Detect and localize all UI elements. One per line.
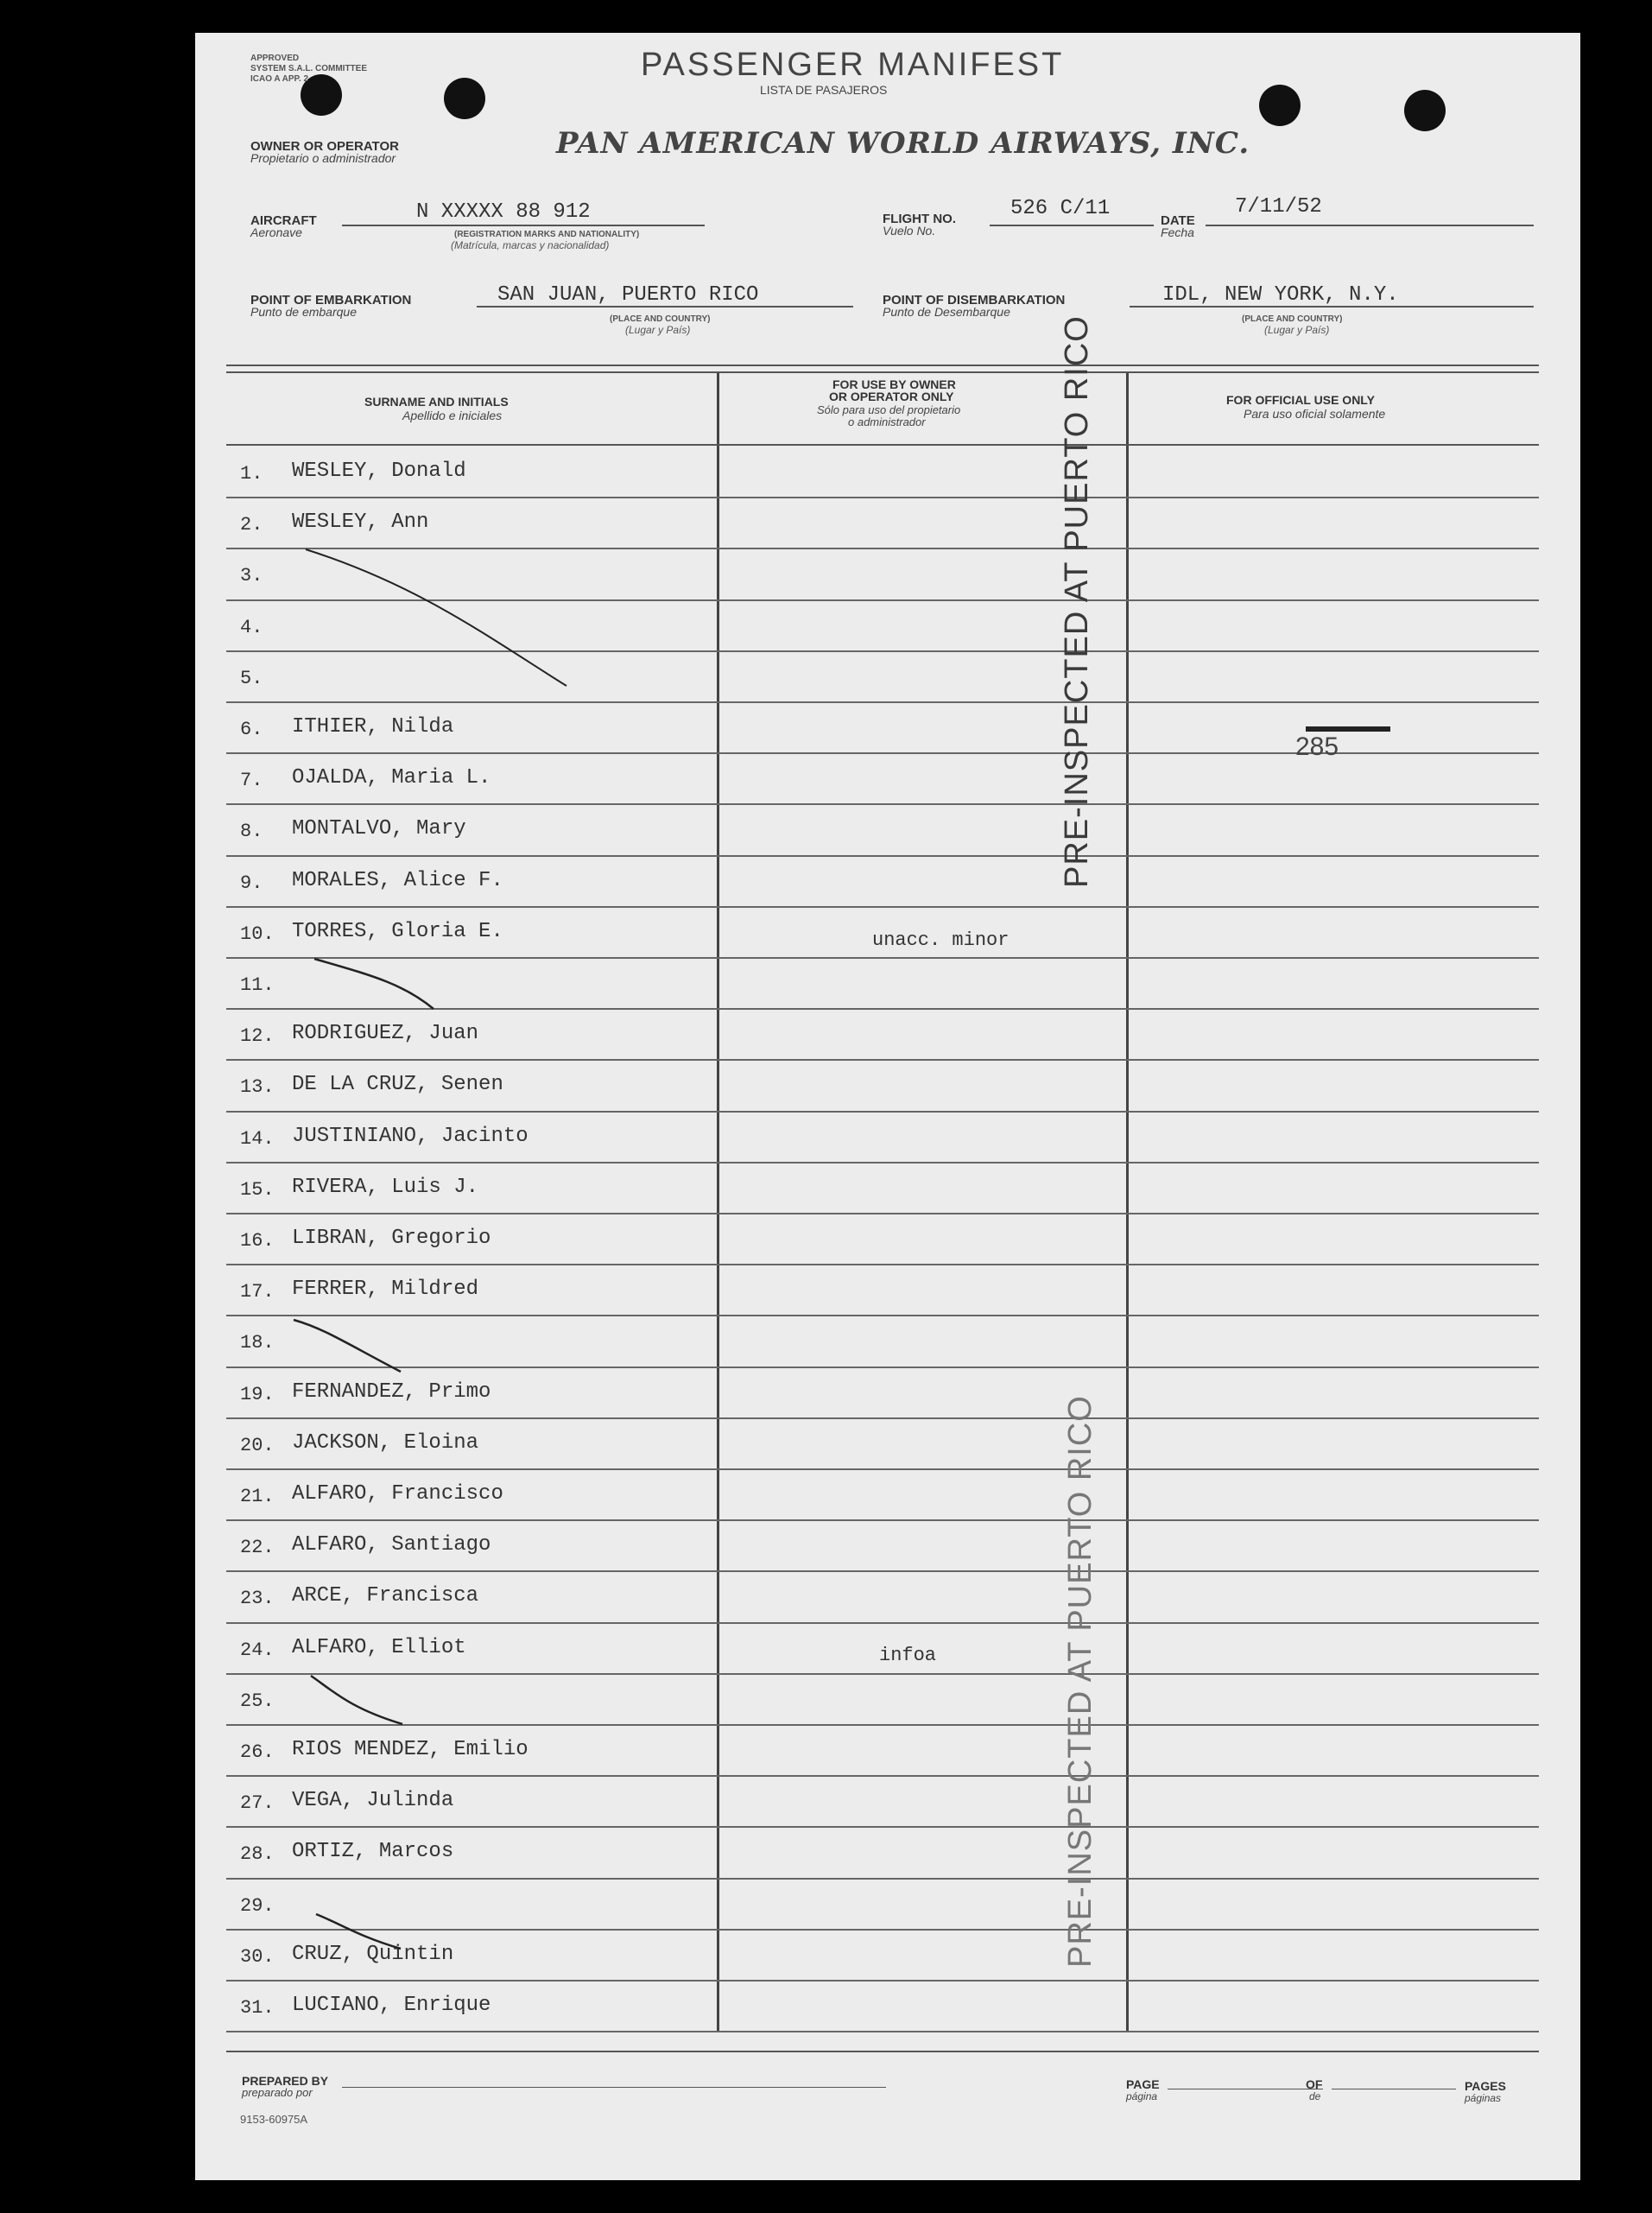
- row-number: 5.: [240, 667, 263, 689]
- manifest-page: [195, 33, 1580, 2180]
- date-value: 7/11/52: [1235, 195, 1322, 219]
- aircraft-value: N XXXXX 88 912: [416, 200, 591, 224]
- row-number: 12.: [240, 1025, 275, 1048]
- passenger-name: JACKSON, Eloina: [292, 1430, 479, 1455]
- row-number: 27.: [240, 1792, 275, 1815]
- disembarkation-label: POINT OF DISEMBARKATION: [883, 293, 1066, 308]
- preinspected-stamp: PRE-INSPECTED AT PUERTO RICO: [1059, 315, 1095, 888]
- note-infoa: infoa: [879, 1645, 937, 1666]
- row-number: 25.: [240, 1690, 275, 1712]
- passenger-name: ALFARO, Francisco: [292, 1482, 503, 1506]
- aircraft-label-es: Aeronave: [250, 225, 302, 239]
- page-label: PAGE: [1126, 2077, 1160, 2091]
- passenger-name: FERNANDEZ, Primo: [292, 1379, 491, 1404]
- column-header-owner-es-2: o administrador: [848, 415, 926, 428]
- preinspected-stamp: PRE-INSPECTED AT PUERTO RICO: [1062, 1395, 1098, 1968]
- aircraft-sublabel-es: (Matrícula, marcas y nacionalidad): [451, 239, 610, 251]
- row-number: 13.: [240, 1076, 275, 1099]
- column-header-owner-es-1: Sólo para uso del propietario: [817, 403, 961, 416]
- page-label-es: página: [1126, 2090, 1158, 2102]
- flight-label-es: Vuelo No.: [883, 224, 936, 238]
- row-number: 11.: [240, 974, 275, 996]
- owner-label: OWNER OR OPERATOR: [250, 139, 399, 154]
- column-header-surname: SURNAME AND INITIALS: [364, 395, 509, 409]
- approved-line-1: APPROVED: [250, 54, 300, 63]
- passenger-name: DE LA CRUZ, Senen: [292, 1073, 503, 1097]
- passenger-name: RODRIGUEZ, Juan: [292, 1022, 479, 1046]
- row-number: 3.: [240, 565, 263, 587]
- passenger-name: WESLEY, Donald: [292, 460, 466, 483]
- page-title: PASSENGER MANIFEST: [641, 47, 1065, 83]
- passenger-name: ALFARO, Santiago: [292, 1533, 491, 1557]
- airline-name: PAN AMERICAN WORLD AIRWAYS, INC.: [556, 126, 1250, 161]
- row-number: 2.: [240, 514, 263, 536]
- prepared-label: PREPARED BY: [242, 2074, 329, 2088]
- row-number: 9.: [240, 872, 263, 894]
- approved-line-3: ICAO A APP. 2: [250, 74, 309, 84]
- page-subtitle: LISTA DE PASAJEROS: [760, 83, 888, 97]
- column-header-surname-es: Apellido e iniciales: [402, 409, 503, 422]
- official-number: 285: [1295, 732, 1339, 761]
- prepared-label-es: preparado por: [242, 2086, 313, 2099]
- row-number: 6.: [240, 719, 263, 740]
- embarkation-value: SAN JUAN, PUERTO RICO: [497, 283, 759, 307]
- row-number: 14.: [240, 1127, 275, 1150]
- embarkation-sublabel-es: (Lugar y País): [625, 324, 691, 336]
- embarkation-label-es: Punto de embarque: [250, 305, 357, 319]
- passenger-name: FERRER, Mildred: [292, 1278, 479, 1302]
- row-number: 22.: [240, 1537, 275, 1559]
- row-number: 19.: [240, 1383, 275, 1405]
- row-number: 20.: [240, 1434, 275, 1456]
- row-number: 28.: [240, 1843, 275, 1866]
- embarkation-sublabel: (PLACE AND COUNTRY): [610, 314, 711, 324]
- row-number: 30.: [240, 1945, 275, 1968]
- row-number: 15.: [240, 1178, 275, 1201]
- form-number: 9153-60975A: [240, 2113, 308, 2126]
- passenger-name: CRUZ, Quintin: [292, 1942, 454, 1966]
- row-number: 4.: [240, 616, 263, 638]
- row-number: 24.: [240, 1639, 275, 1661]
- passenger-name: MONTALVO, Mary: [292, 817, 466, 841]
- disembarkation-value: IDL, NEW YORK, N.Y.: [1162, 283, 1399, 307]
- column-header-owner-1: FOR USE BY OWNER: [832, 377, 956, 391]
- flight-value: 526 C/11: [1010, 197, 1111, 220]
- passenger-name: RIOS MENDEZ, Emilio: [292, 1738, 529, 1761]
- row-number: 1.: [240, 463, 263, 485]
- disembarkation-label-es: Punto de Desembarque: [883, 305, 1010, 319]
- date-label-es: Fecha: [1161, 225, 1194, 239]
- row-number: 17.: [240, 1281, 275, 1303]
- pages-label-es: páginas: [1465, 2092, 1502, 2104]
- owner-label-es: Propietario o administrador: [250, 151, 396, 165]
- row-number: 8.: [240, 821, 263, 843]
- passenger-name: WESLEY, Ann: [292, 510, 429, 535]
- note-unaccompanied: unacc. minor: [872, 929, 1010, 951]
- strike-marks: [195, 33, 1580, 2180]
- row-number: 23.: [240, 1588, 275, 1610]
- embarkation-label: POINT OF EMBARKATION: [250, 293, 412, 308]
- row-number: 18.: [240, 1332, 275, 1354]
- row-number: 10.: [240, 923, 275, 945]
- row-number: 29.: [240, 1894, 275, 1917]
- disembarkation-sublabel: (PLACE AND COUNTRY): [1242, 314, 1343, 324]
- passenger-name: ORTIZ, Marcos: [292, 1840, 454, 1864]
- passenger-name: JUSTINIANO, Jacinto: [292, 1124, 529, 1148]
- row-number: 7.: [240, 770, 263, 792]
- passenger-name: LIBRAN, Gregorio: [292, 1227, 491, 1250]
- row-number: 26.: [240, 1741, 275, 1763]
- passenger-name: ITHIER, Nilda: [292, 715, 454, 739]
- column-header-owner-2: OR OPERATOR ONLY: [829, 390, 954, 403]
- column-header-official: FOR OFFICIAL USE ONLY: [1226, 393, 1375, 407]
- aircraft-label: AIRCRAFT: [250, 213, 317, 228]
- passenger-name: TORRES, Gloria E.: [292, 919, 503, 943]
- row-number: 21.: [240, 1486, 275, 1507]
- of-label: OF: [1306, 2077, 1323, 2091]
- of-label-es: de: [1309, 2090, 1321, 2102]
- disembarkation-sublabel-es: (Lugar y País): [1264, 324, 1330, 336]
- flight-label: FLIGHT NO.: [883, 212, 956, 226]
- passenger-name: ARCE, Francisca: [292, 1584, 479, 1608]
- column-header-official-es: Para uso oficial solamente: [1244, 407, 1386, 421]
- passenger-name: ALFARO, Elliot: [292, 1635, 466, 1659]
- pages-label: PAGES: [1465, 2079, 1506, 2093]
- passenger-name: MORALES, Alice F.: [292, 868, 503, 892]
- aircraft-sublabel: (REGISTRATION MARKS AND NATIONALITY): [454, 230, 640, 239]
- passenger-name: RIVERA, Luis J.: [292, 1175, 479, 1199]
- row-number: 16.: [240, 1230, 275, 1252]
- passenger-name: LUCIANO, Enrique: [292, 1994, 491, 2017]
- row-number: 31.: [240, 1997, 275, 2019]
- approved-line-2: SYSTEM S.A.L. COMMITTEE: [250, 64, 368, 73]
- date-label: DATE: [1161, 213, 1195, 228]
- passenger-name: OJALDA, Maria L.: [292, 766, 491, 790]
- passenger-name: VEGA, Julinda: [292, 1789, 454, 1813]
